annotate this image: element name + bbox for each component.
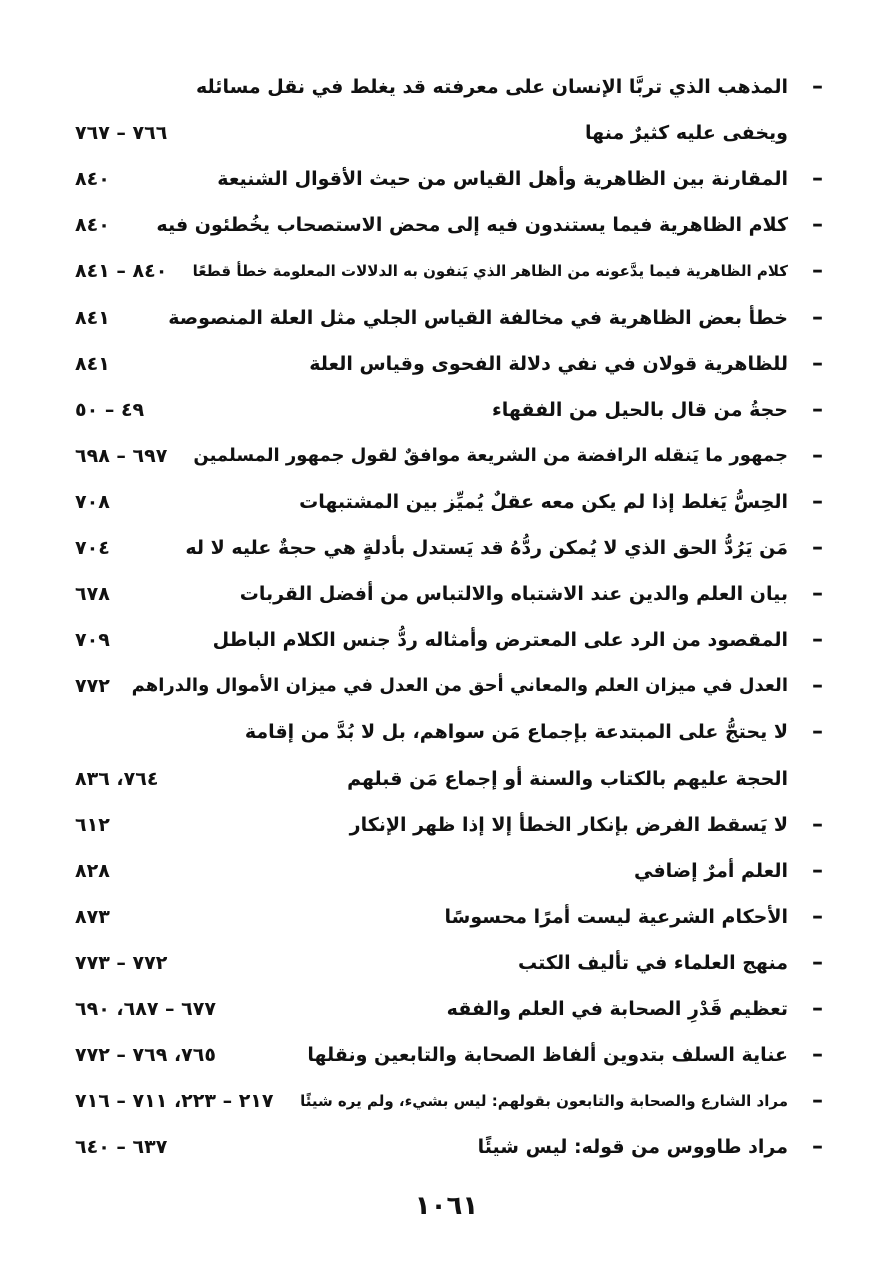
entry-text: الحِسُّ يَغلط إذا لم يكن معه عقلٌ يُميِّز بين المشتبهات [299,491,788,513]
entry-pages: ٧٧٢ [75,675,110,697]
entry-text: بيان العلم والدين عند الاشتباه والالتباس من أفضل القربات [239,583,788,605]
entry-pages: ٨٤٠ [75,168,110,190]
index-entry [0,1082,893,1122]
entry-dash: – [812,74,823,99]
entry-text: العدل في ميزان العلم والمعاني أحق من العدل في ميزان الأموال والدراهم [131,675,788,696]
entry-text: مراد طاووس من قوله: ليس شيئًا [477,1136,788,1158]
entry-pages: ٧٦٦ – ٧٦٧ [75,122,168,144]
entry-pages: ٨٤٠ – ٨٤١ [75,260,168,282]
entry-dash: – [812,996,823,1021]
entry-pages: ٨٤١ [75,353,110,375]
entry-pages: ٢١٧ – ٢٢٣، ٧١١ – ٧١٦ [75,1090,274,1112]
entry-text: الحجة عليهم بالكتاب والسنة أو إجماع مَن قبلهم [347,768,788,790]
entry-text: الأحكام الشرعية ليست أمرًا محسوسًا [444,906,788,928]
index-entry [0,345,893,385]
page-number: ١٠٦١ [414,1191,479,1221]
index-entry [0,806,893,846]
entry-dash: – [812,489,823,514]
entry-text: للظاهرية قولان في نفي دلالة الفحوى وقياس العلة [309,353,788,375]
entry-dash: – [812,904,823,929]
entry-dash: – [812,858,823,883]
index-entry [0,760,893,800]
entry-text: منهج العلماء في تأليف الكتب [518,952,788,974]
entry-pages: ٧٠٤ [75,537,110,559]
entry-pages: ٦٧٧ – ٦٨٧، ٦٩٠ [75,998,216,1020]
entry-dash: – [812,212,823,237]
index-entry [0,1036,893,1076]
index-entry [0,206,893,246]
index-entry [0,944,893,984]
entry-text: لا يَسقط الفرض بإنكار الخطأ إلا إذا ظهر الإنكار [349,814,788,836]
index-entry [0,160,893,200]
entry-dash: – [812,535,823,560]
entry-pages: ٦٩٧ – ٦٩٨ [75,445,168,467]
entry-pages: ٧٧٢ – ٧٧٣ [75,952,168,974]
index-entry [0,852,893,892]
entry-pages: ٦١٢ [75,814,110,836]
index-entry [0,713,893,753]
index-entry [0,437,893,477]
entry-dash: – [812,673,823,698]
entry-pages: ٧٠٨ [75,491,110,513]
index-entry [0,483,893,523]
entry-text: المذهب الذي تربَّا الإنسان على معرفته قد يغلط في نقل مسائله [196,76,788,98]
index-entry [0,68,893,108]
index-entry [0,990,893,1030]
entry-pages: ٦٧٨ [75,583,110,605]
index-entry [0,621,893,661]
entry-text: خطأ بعض الظاهرية في مخالفة القياس الجلي مثل العلة المنصوصة [168,307,788,329]
index-entry [0,898,893,938]
entry-text: عناية السلف بتدوين ألفاظ الصحابة والتابعين ونقلها [307,1044,788,1066]
entry-pages: ٦٣٧ – ٦٤٠ [75,1136,168,1158]
entry-dash: – [812,950,823,975]
entry-text: العلم أمرٌ إضافي [633,860,788,882]
entry-dash: – [812,1042,823,1067]
index-entry [0,1128,893,1168]
entry-dash: – [812,351,823,376]
index-entry [0,529,893,569]
entry-dash: – [812,166,823,191]
entry-dash: – [812,397,823,422]
index-entry [0,114,893,154]
entry-dash: – [812,1088,823,1113]
entry-dash: – [812,627,823,652]
entry-text: المقارنة بين الظاهرية وأهل القياس من حيث الأقوال الشنيعة [217,168,788,190]
entry-dash: – [812,258,823,283]
entry-text: كلام الظاهرية فيما يدَّعونه من الظاهر الذي يَنفون به الدلالات المعلومة خطأ قطعًا [192,262,788,280]
index-entry [0,391,893,431]
entry-text: جمهور ما يَنقله الرافضة من الشريعة موافقٌ لقول جمهور المسلمين [193,445,788,466]
entry-pages: ٨٢٨ [75,860,110,882]
entry-text: ويخفى عليه كثيرٌ منها [585,122,788,144]
entry-dash: – [812,1134,823,1159]
entry-dash: – [812,719,823,744]
entry-text: تعظيم قَدْرِ الصحابة في العلم والفقه [446,998,788,1020]
entry-pages: ٧٦٥، ٧٦٩ – ٧٧٢ [75,1044,216,1066]
entry-pages: ٤٩ – ٥٠ [75,399,145,421]
entry-text: كلام الظاهرية فيما يستندون فيه إلى محض الاستصحاب يخُطئون فيه [156,214,788,236]
index-entry [0,299,893,339]
entry-pages: ٧٠٩ [75,629,110,651]
entry-dash: – [812,305,823,330]
entry-pages: ٧٦٤، ٨٣٦ [75,768,159,790]
index-entry [0,252,893,292]
index-entry [0,575,893,615]
entry-text: المقصود من الرد على المعترض وأمثاله ردُّ جنس الكلام الباطل [212,629,788,651]
entry-dash: – [812,443,823,468]
entry-dash: – [812,812,823,837]
entry-text: مَن يَرُدُّ الحق الذي لا يُمكن ردُّهُ قد يَستدل بأدلةٍ هي حجةٌ عليه لا له [185,537,788,559]
index-entry [0,667,893,707]
entry-pages: ٨٤٠ [75,214,110,236]
entry-pages: ٨٧٣ [75,906,110,928]
entry-text: مراد الشارع والصحابة والتابعون بقولهم: ليس بشيء، ولم يره شيئًا [300,1092,788,1110]
entry-dash: – [812,581,823,606]
entry-text: لا يحتجُّ على المبتدعة بإجماع مَن سواهم، بل لا بُدَّ من إقامة [244,721,788,743]
entry-text: حجةُ من قال بالحيل من الفقهاء [492,399,788,421]
entry-pages: ٨٤١ [75,307,110,329]
